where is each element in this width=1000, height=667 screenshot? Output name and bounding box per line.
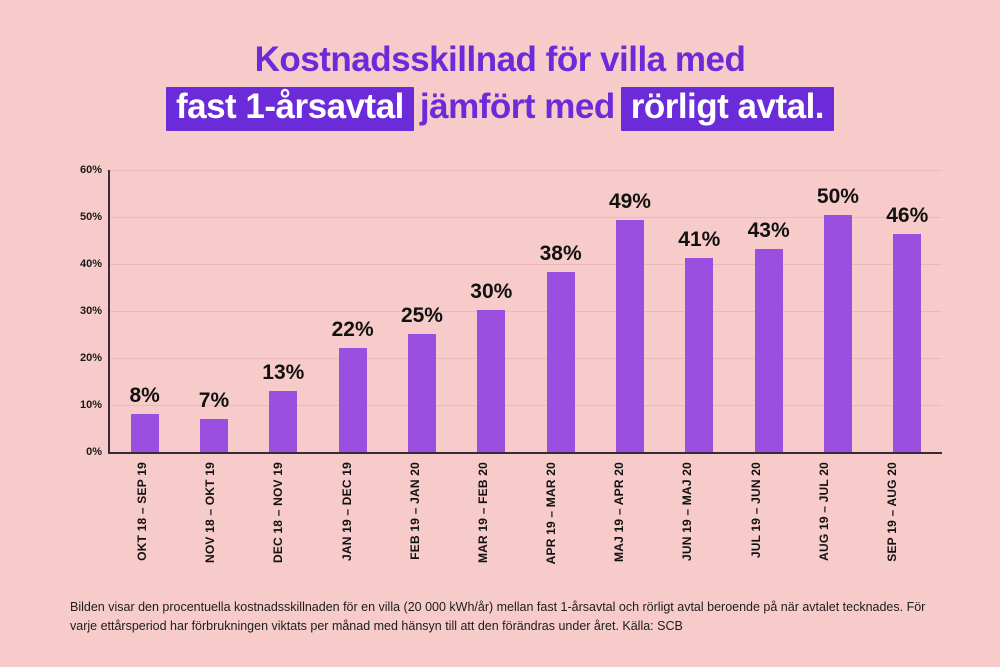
title-highlight-fixed: fast 1-årsavtal — [166, 87, 414, 131]
x-tick-label: NOV 18 – OKT 19 — [203, 462, 218, 564]
title-line-2 — [0, 85, 1000, 131]
bar-value-label: 49% — [608, 190, 651, 213]
bar-group — [110, 170, 942, 452]
bar-value-label: 22% — [331, 318, 374, 341]
bar-slot — [526, 170, 595, 452]
title-line-1: Kostnadsskillnad för villa med — [254, 40, 746, 79]
x-tick-label: MAR 19 – FEB 20 — [475, 462, 490, 564]
y-axis — [62, 164, 108, 458]
bar — [616, 220, 644, 452]
x-label-slot — [244, 462, 312, 582]
bar-slot — [595, 170, 664, 452]
bar-slot — [318, 170, 387, 452]
x-label-slot — [722, 462, 790, 582]
bar-value-label: 13% — [262, 361, 305, 384]
bar — [200, 419, 228, 452]
x-tick-label: JAN 19 – DEC 19 — [339, 462, 354, 562]
bar-value-label: 25% — [400, 304, 443, 327]
x-tick-label: MAJ 19 – APR 20 — [612, 462, 627, 562]
x-label-slot — [381, 462, 449, 582]
bar-slot — [873, 170, 942, 452]
x-label-slot — [517, 462, 585, 582]
x-tick-label: OKT 18 – SEP 19 — [135, 462, 150, 561]
title-middle-text: jämfört med — [419, 86, 615, 126]
x-label-slot — [585, 462, 653, 582]
bar — [685, 258, 713, 452]
x-axis-line — [110, 452, 942, 454]
bar — [131, 414, 159, 452]
bar — [269, 391, 297, 452]
y-tick-label: 30% — [79, 305, 102, 317]
bar-value-label: 41% — [678, 228, 721, 251]
bar-slot — [387, 170, 456, 452]
y-tick-label: 60% — [79, 164, 102, 176]
y-tick-label: 10% — [79, 399, 102, 411]
bar — [824, 215, 852, 452]
x-tick-label: JUL 19 – JUN 20 — [748, 462, 763, 559]
bar — [547, 272, 575, 452]
bar-chart — [62, 164, 942, 470]
y-tick-label: 0% — [86, 446, 102, 458]
bar — [408, 334, 436, 452]
x-label-slot — [858, 462, 926, 582]
bar-slot — [110, 170, 179, 452]
bar-slot — [179, 170, 248, 452]
bar-value-label: 43% — [747, 219, 790, 242]
bar — [477, 310, 505, 452]
bar-slot — [734, 170, 803, 452]
x-label-slot — [313, 462, 381, 582]
x-tick-label: FEB 19 – JAN 20 — [407, 462, 422, 560]
y-tick-label: 20% — [79, 352, 102, 364]
bar — [339, 348, 367, 452]
page-title — [0, 38, 1000, 131]
bar-slot — [249, 170, 318, 452]
bar-value-label: 50% — [816, 185, 859, 208]
title-highlight-variable: rörligt avtal. — [621, 87, 834, 131]
x-label-slot — [108, 462, 176, 582]
bar — [755, 249, 783, 452]
bar-slot — [457, 170, 526, 452]
x-tick-label: SEP 19 – AUG 20 — [884, 462, 899, 562]
bar-value-label: 8% — [129, 384, 160, 407]
bar-value-label: 7% — [198, 389, 230, 412]
x-label-slot — [653, 462, 721, 582]
plot-area — [108, 170, 942, 454]
x-tick-label: DEC 18 – NOV 19 — [271, 462, 286, 564]
bar-slot — [665, 170, 734, 452]
x-label-slot — [790, 462, 858, 582]
x-tick-label: AUG 19 – JUL 20 — [816, 462, 831, 561]
bar-value-label: 30% — [470, 280, 513, 303]
x-tick-label: APR 19 – MAR 20 — [544, 462, 559, 565]
x-axis-labels — [108, 462, 926, 582]
bar-value-label: 46% — [886, 204, 929, 227]
bar-value-label: 38% — [539, 242, 582, 265]
x-label-slot — [176, 462, 244, 582]
x-tick-label: JUN 19 – MAJ 20 — [680, 462, 695, 562]
bar-slot — [803, 170, 872, 452]
chart-source-note: Bilden visar den procentuella kostnadsskillnaden för en villa (20 000 kWh/år) mellan fast 1-årsavtal och rörligt avtal beroende på när avtalet tecknades. För varje ettårsperiod har förbrukningen viktats per månad med hänsyn till att den förändras under året. Källa: SCB — [70, 600, 926, 633]
bar — [893, 234, 921, 452]
y-tick-label: 50% — [79, 211, 102, 223]
y-tick-label: 40% — [79, 258, 102, 270]
x-label-slot — [449, 462, 517, 582]
